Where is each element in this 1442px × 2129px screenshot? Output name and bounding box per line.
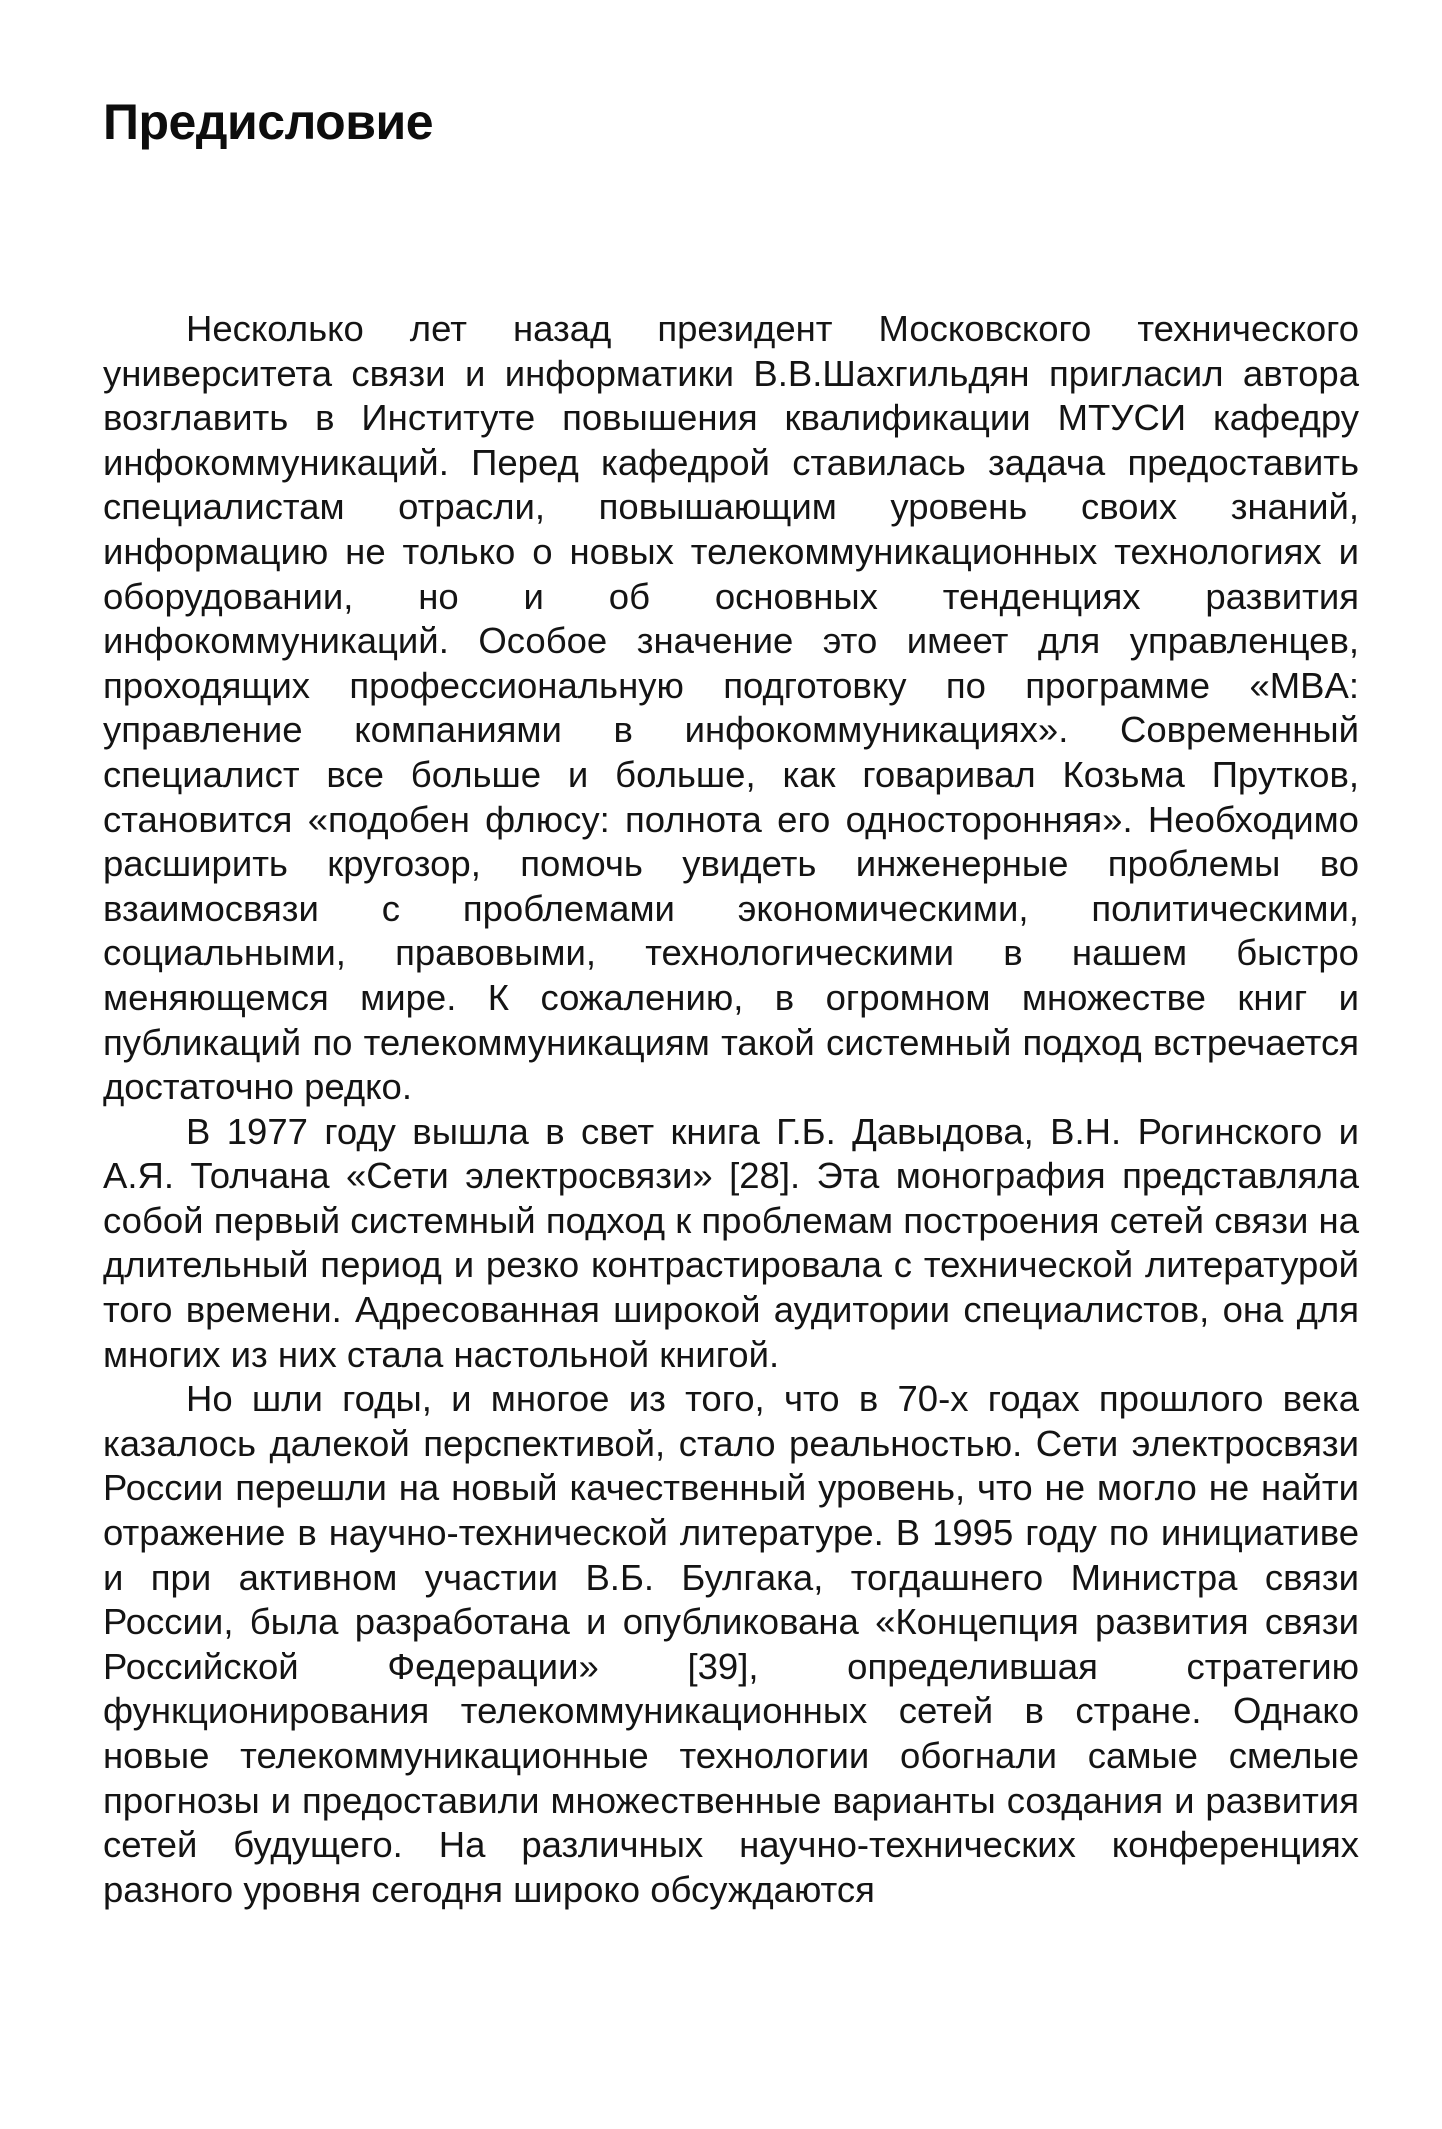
paragraph-3: Но шли годы, и многое из того, что в 70-х годах прошлого века казалось далекой перспективой, стало реальностью. Сети электросвязи России перешли на новый качественный уровень, что не могло не найти отражение в научно-технической литературе. В 1995 году по инициативе и при активном участии В.Б. Булгака, тогдашнего Министра связи России, была разработана и опубликована «Концепция развития связи Российской Федерации» [39], определившая стратегию функционирования телекоммуникационных сетей в стране. Однако новые телекоммуникационные технологии обогнали самые смелые прогнозы и предоставили множественные варианты создания и развития сетей будущего. На различных научно-технических конференциях разного уровня сегодня широко обсуждаются (103, 1378, 1359, 1910)
paragraph-2: В 1977 году вышла в свет книга Г.Б. Давыдова, В.Н. Рогинского и А.Я. Толчана «Сети электросвязи» [28]. Эта монография представляла собой первый системный подход к проблемам построения сетей связи на длительный период и резко контрастировала с технической литературой того времени. Адресованная широкой аудитории специалистов, она для многих из них стала настольной книгой. (103, 1110, 1359, 1375)
page-title: Предисловие (103, 94, 433, 150)
body-text (103, 307, 1359, 1912)
paragraph-1: Несколько лет назад президент Московского технического университета связи и информатики В.В.Шахгильдян пригласил автора возглавить в Институте повышения квалификации МТУСИ кафедру инфокоммуникаций. Перед кафедрой ставилась задача предоставить специалистам отрасли, повышающим уровень своих знаний, информацию не только о новых телекоммуникационных технологиях и оборудовании, но и об основных тенденциях развития инфокоммуникаций. Особое значение это имеет для управленцев, проходящих профессиональную подготовку по программе «MBA: управление компаниями в инфокоммуникациях». Современный специалист все больше и больше, как говаривал Козьма Прутков, становится «подобен флюсу: полнота его односторонняя». Необходимо расширить кругозор, помочь увидеть инженерные проблемы во взаимосвязи с проблемами экономическими, политическими, социальными, правовыми, технологическими в нашем быстро меняющемся мире. К сожалению, в огромном множестве книг и публикаций по телекоммуникациям такой системный подход встречается достаточно редко. (103, 308, 1359, 1108)
